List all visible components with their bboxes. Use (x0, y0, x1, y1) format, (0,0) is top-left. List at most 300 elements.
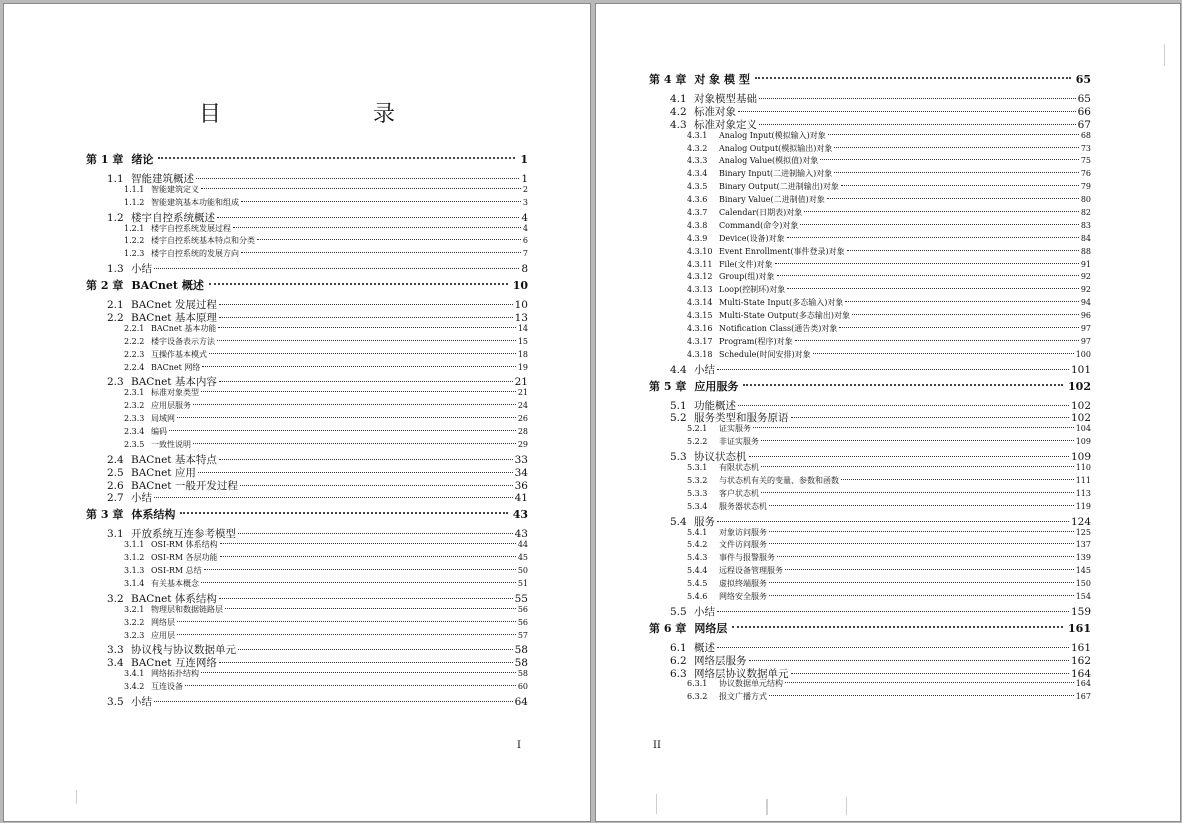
toc-entry-title: 功能概述 (694, 399, 736, 412)
scan-mark (76, 790, 77, 804)
dot-leader (841, 479, 1074, 480)
toc-entry-title: Program(程序)对象 (719, 336, 793, 346)
dot-leader (717, 369, 1069, 370)
toc-sub-entry (649, 323, 1091, 336)
toc-sub-entry (86, 668, 528, 681)
toc-entry-page: 91 (1080, 259, 1091, 269)
dot-leader (813, 353, 1074, 354)
toc-entry-title: 小结 (131, 263, 152, 276)
dot-leader (218, 327, 515, 328)
right-page (595, 3, 1181, 822)
toc-entry-page: 97 (1080, 336, 1091, 346)
page-number-right: II (653, 740, 661, 751)
toc-entry-page: 43 (512, 508, 528, 522)
toc-entry-title: BACnet 网络 (151, 362, 201, 372)
toc-entry-page: 113 (1075, 488, 1091, 498)
toc-entry-title: Command(命令)对象 (719, 220, 799, 230)
toc-sub-entry (649, 527, 1091, 540)
dot-leader (845, 301, 1078, 302)
toc-entry-number: 3.2.1 (124, 604, 145, 614)
toc-entry-page: 164 (1070, 667, 1091, 680)
toc-sub-entry (649, 691, 1091, 704)
dot-leader (219, 598, 513, 599)
dot-leader (841, 185, 1079, 186)
toc-entry-number: 4.3.16 (687, 324, 713, 334)
toc-entry-title: 协议栈与协议数据单元 (131, 644, 236, 657)
toc-section-entry (649, 91, 1091, 104)
toc-entry-page: 26 (517, 414, 528, 424)
dot-leader (220, 543, 516, 544)
toc-entry-number: 4.3.17 (687, 336, 713, 346)
dot-leader (791, 417, 1069, 418)
dot-leader (732, 626, 1063, 628)
toc-entry-page: 3 (522, 197, 528, 207)
toc-entry-page: 65 (1077, 93, 1091, 105)
dot-leader (761, 440, 1074, 441)
toc-entry-title: 有关基本概念 (151, 578, 199, 588)
dot-leader (201, 582, 516, 583)
toc-entry-page: 64 (514, 695, 528, 708)
toc-sub-entry (649, 181, 1091, 194)
toc-sub-entry (86, 630, 528, 643)
toc-section-entry (649, 104, 1091, 117)
toc-entry-title: Analog Input(模拟输入)对象 (719, 130, 826, 140)
left-page (3, 3, 591, 822)
toc-entry-title: 楼宇自控系统的发展方向 (151, 249, 239, 259)
toc-entry-page: 139 (1075, 553, 1091, 563)
toc-title: 目 录 (198, 102, 431, 127)
dot-leader (743, 384, 1063, 386)
toc-entry-title: 标准对象定义 (694, 118, 757, 131)
toc-entry-page: 36 (514, 479, 528, 492)
toc-sub-entry (86, 617, 528, 630)
toc-entry-number: 1.2 (107, 211, 124, 224)
dot-leader (717, 521, 1069, 522)
toc-entry-title: 智能建筑概述 (131, 173, 194, 185)
toc-section-entry (86, 261, 528, 274)
toc-section-entry (86, 310, 528, 323)
toc-section-entry (86, 210, 528, 223)
toc-entry-page: 58 (517, 669, 528, 679)
toc-sub-entry (86, 681, 528, 694)
toc-entry-title: 客户状态机 (719, 488, 759, 498)
dot-leader (761, 492, 1074, 493)
toc-entry-title: BACnet 发展过程 (131, 299, 217, 312)
toc-entry-number: 3.3 (107, 644, 124, 657)
toc-entry-title: BACnet 基本功能 (151, 323, 217, 333)
toc-entry-page: 43 (514, 528, 528, 541)
toc-entry-page: 15 (517, 336, 528, 346)
toc-sub-entry (649, 336, 1091, 349)
toc-entry-page: 51 (517, 578, 528, 588)
toc-entry-page: 66 (1077, 105, 1091, 118)
dot-leader (769, 595, 1074, 596)
toc-entry-number: 2.3 (107, 376, 124, 389)
toc-section-entry (649, 604, 1091, 617)
toc-entry-title: 物理层和数据链路层 (151, 604, 223, 614)
toc-entry-title: 标准对象类型 (151, 388, 199, 398)
dot-leader (219, 304, 513, 305)
toc-chapter-entry (649, 620, 1091, 636)
toc-entry-number: 5.2.1 (687, 424, 708, 434)
toc-entry-title: 一致性说明 (151, 439, 191, 449)
toc-entry-number: 1.1.1 (124, 184, 145, 194)
toc-entry-title: 智能建筑基本功能和组成 (151, 197, 239, 207)
toc-entry-number: 3.2.2 (124, 617, 145, 627)
toc-entry-page: 65 (1075, 73, 1091, 86)
toc-entry-page: 96 (1080, 311, 1091, 321)
dot-leader (717, 647, 1069, 648)
toc-entry-page: 159 (1070, 605, 1091, 618)
toc-entry-page: 102 (1070, 399, 1091, 412)
toc-entry-number: 5.2 (670, 412, 687, 425)
dot-leader (219, 381, 513, 382)
toc-sub-entry (649, 207, 1091, 220)
toc-entry-page: 161 (1068, 621, 1091, 635)
toc-sub-entry (649, 271, 1091, 284)
toc-entry-number: 4.3.6 (687, 195, 708, 205)
toc-entry-number: 2.7 (107, 492, 124, 505)
dot-leader (755, 77, 1071, 79)
toc-entry-title: 文件访问服务 (719, 540, 767, 550)
toc-chapter-entry (86, 277, 528, 293)
toc-entry-number: 4.3.10 (687, 246, 713, 256)
toc-entry-page: 41 (514, 492, 528, 505)
dot-leader (225, 608, 516, 609)
toc-entry-number: 第 5 章 (649, 379, 687, 393)
toc-entry-number: 5.4.4 (687, 566, 708, 576)
dot-leader (852, 314, 1079, 315)
toc-entry-page: 100 (1075, 349, 1091, 359)
toc-sub-entry (86, 604, 528, 617)
toc-entry-number: 3.2 (107, 592, 124, 605)
toc-entry-number: 3.2.3 (124, 630, 145, 640)
toc-entry-number: 5.2.2 (687, 437, 708, 447)
toc-section-entry (86, 171, 528, 184)
toc-left-list (86, 148, 528, 707)
dot-leader (827, 198, 1079, 199)
toc-entry-title: 远程设备管理服务 (719, 566, 783, 576)
toc-chapter-entry (86, 151, 528, 167)
toc-entry-page: 34 (514, 466, 528, 479)
toc-entry-number: 5.4 (670, 515, 687, 528)
toc-entry-number: 4.4 (670, 363, 687, 376)
toc-entry-page: 67 (1077, 118, 1091, 131)
toc-entry-page: 1 (520, 153, 528, 166)
dot-leader (219, 459, 513, 460)
scan-mark (846, 797, 847, 815)
toc-entry-page: 109 (1075, 437, 1091, 447)
toc-entry-number: 4.1 (670, 93, 687, 105)
toc-entry-page: 84 (1080, 233, 1091, 243)
dot-leader (759, 98, 1076, 99)
toc-entry-number: 4.3.2 (687, 143, 708, 153)
dot-leader (217, 340, 516, 341)
toc-entry-title: 证实服务 (719, 424, 751, 434)
toc-sub-entry (649, 578, 1091, 591)
toc-entry-number: 2.3.3 (124, 414, 145, 424)
toc-section-entry (86, 452, 528, 465)
toc-chapter-entry (649, 71, 1091, 87)
toc-section-entry (649, 666, 1091, 679)
dot-leader (180, 512, 507, 514)
toc-entry-number: 2.4 (107, 453, 124, 466)
toc-entry-title: 对象模型基础 (694, 93, 757, 105)
toc-entry-number: 2.2 (107, 312, 124, 325)
toc-sub-entry (649, 155, 1091, 168)
toc-sub-entry (649, 591, 1091, 604)
dot-leader (800, 224, 1078, 225)
dot-leader (761, 466, 1074, 467)
toc-entry-page: 57 (517, 630, 528, 640)
toc-entry-title: Calendar(日期表)对象 (719, 208, 803, 218)
toc-entry-number: 5.5 (670, 605, 687, 618)
toc-sub-entry (86, 413, 528, 426)
toc-entry-title: 智能建筑定义 (151, 184, 199, 194)
toc-entry-title: Device(设备)对象 (719, 233, 785, 243)
toc-entry-page: 111 (1075, 475, 1091, 485)
toc-sub-entry (649, 475, 1091, 488)
toc-entry-title: 应用服务 (694, 379, 739, 393)
toc-entry-title: 报文广播方式 (719, 692, 767, 702)
toc-sub-entry (86, 565, 528, 578)
toc-entry-page: 45 (517, 553, 528, 563)
toc-entry-page: 58 (514, 644, 528, 657)
scan-mark (1164, 44, 1165, 66)
toc-entry-page: 102 (1070, 412, 1091, 425)
toc-entry-page: 80 (1080, 195, 1091, 205)
toc-entry-title: Binary Input(二进制输入)对象 (719, 169, 833, 179)
toc-entry-title: 网络安全服务 (719, 591, 767, 601)
toc-entry-title: Binary Output(二进制输出)对象 (719, 182, 839, 192)
toc-section-entry (86, 591, 528, 604)
dot-leader (154, 497, 513, 498)
toc-sub-entry (86, 349, 528, 362)
dot-leader (769, 695, 1074, 696)
toc-sub-entry (86, 539, 528, 552)
toc-sub-entry (649, 462, 1091, 475)
toc-sub-entry (649, 349, 1091, 362)
toc-entry-title: 网络拓扑结构 (151, 669, 199, 679)
toc-entry-number: 1.1 (107, 173, 124, 185)
toc-entry-page: 10 (512, 279, 528, 293)
toc-entry-title: OSI-RM 总结 (151, 566, 202, 576)
toc-sub-entry (86, 197, 528, 210)
toc-sub-entry (86, 387, 528, 400)
dot-leader (241, 201, 521, 202)
toc-entry-page: 56 (517, 617, 528, 627)
toc-entry-page: 68 (1080, 130, 1091, 140)
toc-entry-page: 13 (514, 312, 528, 325)
toc-entry-title: 有限状态机 (719, 463, 759, 473)
toc-chapter-entry (86, 506, 528, 522)
dot-leader (220, 556, 516, 557)
toc-entry-page: 8 (521, 263, 528, 276)
toc-entry-page: 4 (521, 211, 528, 224)
toc-section-entry (649, 449, 1091, 462)
toc-entry-number: 4.3.15 (687, 311, 713, 321)
toc-sub-entry (86, 184, 528, 197)
toc-entry-page: 83 (1080, 220, 1091, 230)
toc-sub-entry (649, 143, 1091, 156)
toc-entry-number: 4.3.8 (687, 220, 708, 230)
toc-entry-page: 10 (514, 299, 528, 312)
toc-entry-page: 94 (1080, 298, 1091, 308)
toc-entry-title: 小结 (131, 492, 152, 505)
toc-entry-number: 5.3.1 (687, 463, 708, 473)
dot-leader (217, 217, 519, 218)
toc-entry-page: 102 (1068, 379, 1091, 393)
dot-leader (828, 134, 1079, 135)
dot-leader (204, 569, 516, 570)
toc-entry-number: 3.4.1 (124, 669, 145, 679)
toc-entry-number: 3.1.1 (124, 540, 145, 550)
toc-entry-number: 6.3 (670, 667, 687, 680)
toc-entry-number: 5.4.1 (687, 527, 708, 537)
toc-entry-title: Event Enrollment(事件登录)对象 (719, 246, 845, 256)
toc-entry-title: 网络层 (694, 621, 728, 635)
dot-leader (202, 366, 515, 367)
toc-section-entry (649, 640, 1091, 653)
toc-entry-page: 29 (517, 439, 528, 449)
toc-entry-number: 5.3 (670, 451, 687, 464)
toc-entry-page: 7 (522, 249, 528, 259)
toc-sub-entry (86, 223, 528, 236)
dot-leader (154, 268, 519, 269)
scan-mark (766, 799, 768, 815)
toc-entry-number: 2.2.2 (124, 336, 145, 346)
toc-entry-title: 对 象 模 型 (694, 73, 750, 86)
toc-entry-number: 2.3.2 (124, 401, 145, 411)
toc-section-entry (86, 642, 528, 655)
toc-entry-page: 21 (514, 376, 528, 389)
toc-sub-entry (86, 248, 528, 261)
toc-entry-number: 2.5 (107, 466, 124, 479)
toc-entry-page: 28 (517, 427, 528, 437)
toc-entry-page: 56 (517, 604, 528, 614)
toc-entry-title: Multi-State Output(多态输出)对象 (719, 311, 850, 321)
toc-entry-title: 应用层服务 (151, 401, 191, 411)
toc-sub-entry (86, 336, 528, 349)
toc-entry-page: 21 (517, 388, 528, 398)
dot-leader (847, 250, 1079, 251)
toc-entry-title: 楼宇自控系统概述 (131, 211, 215, 224)
dot-leader (201, 188, 521, 189)
toc-section-entry (649, 410, 1091, 423)
toc-entry-page: 19 (517, 362, 528, 372)
toc-entry-title: 标准对象 (694, 105, 736, 118)
dot-leader (233, 227, 521, 228)
toc-entry-number: 1.2.1 (124, 223, 145, 233)
toc-entry-page: 161 (1070, 641, 1091, 654)
toc-sub-entry (649, 423, 1091, 436)
toc-entry-title: Binary Value(二进制值)对象 (719, 195, 825, 205)
toc-entry-number: 4.3.14 (687, 298, 713, 308)
dot-leader (787, 237, 1079, 238)
dot-leader (769, 543, 1074, 544)
toc-section-entry (86, 465, 528, 478)
toc-entry-title: File(文件)对象 (719, 259, 773, 269)
toc-entry-page: 124 (1070, 515, 1091, 528)
toc-entry-title: 编码 (151, 427, 167, 437)
toc-entry-number: 2.2.4 (124, 362, 145, 372)
toc-sub-entry (649, 220, 1091, 233)
toc-entry-page: 14 (517, 323, 528, 333)
toc-entry-title: BACnet 基本原理 (131, 312, 217, 325)
toc-entry-page: 18 (517, 349, 528, 359)
dot-leader (209, 353, 516, 354)
toc-entry-title: 网络层协议数据单元 (694, 667, 789, 680)
dot-leader (759, 124, 1076, 125)
toc-sub-entry (649, 501, 1091, 514)
toc-entry-page: 162 (1070, 654, 1091, 667)
toc-entry-title: Schedule(时间安排)对象 (719, 349, 811, 359)
toc-entry-title: OSI-RM 体系结构 (151, 540, 218, 550)
toc-sub-entry (86, 323, 528, 336)
toc-entry-title: 协议数据单元结构 (719, 679, 783, 689)
dot-leader (775, 263, 1079, 264)
dot-leader (219, 662, 513, 663)
dot-leader (785, 682, 1074, 683)
toc-entry-title: 体系结构 (131, 508, 176, 522)
toc-section-entry (649, 117, 1091, 130)
toc-entry-number: 5.3.4 (687, 501, 708, 511)
toc-entry-number: 2.2.3 (124, 349, 145, 359)
toc-entry-title: 服务器状态机 (719, 501, 767, 511)
toc-sub-entry (649, 259, 1091, 272)
toc-sub-entry (649, 678, 1091, 691)
dot-leader (193, 404, 516, 405)
toc-entry-number: 4.3.13 (687, 285, 713, 295)
toc-entry-page: 60 (517, 682, 528, 692)
dot-leader (219, 317, 513, 318)
toc-entry-number: 3.1.3 (124, 566, 145, 576)
dot-leader (185, 685, 516, 686)
toc-entry-page: 75 (1080, 156, 1091, 166)
dot-leader (717, 611, 1069, 612)
toc-sub-entry (86, 235, 528, 248)
toc-entry-page: 164 (1075, 679, 1091, 689)
dot-leader (834, 147, 1078, 148)
toc-entry-title: BACnet 应用 (131, 466, 196, 479)
dot-leader (241, 252, 521, 253)
toc-entry-title: 开放系统互连参考模型 (131, 528, 236, 541)
dot-leader (193, 443, 516, 444)
toc-sub-entry (649, 436, 1091, 449)
toc-entry-page: 154 (1075, 591, 1091, 601)
toc-entry-page: 58 (514, 657, 528, 670)
dot-leader (209, 283, 508, 285)
toc-entry-page: 145 (1075, 566, 1091, 576)
toc-entry-title: 楼宇自控系统基本特点和分类 (151, 236, 255, 246)
toc-entry-title: 小结 (694, 363, 715, 376)
toc-sub-entry (649, 194, 1091, 207)
toc-entry-title: BACnet 概述 (131, 279, 204, 293)
toc-entry-title: 协议状态机 (694, 451, 747, 464)
toc-entry-number: 2.1 (107, 299, 124, 312)
toc-sub-entry (86, 426, 528, 439)
toc-entry-title: 概述 (694, 641, 715, 654)
toc-entry-title: Group(组)对象 (719, 272, 775, 282)
toc-sub-entry (649, 168, 1091, 181)
toc-entry-number: 3.1.2 (124, 553, 145, 563)
toc-entry-page: 33 (514, 453, 528, 466)
toc-entry-title: 网络层 (151, 617, 175, 627)
toc-entry-title: 虚拟终端服务 (719, 579, 767, 589)
toc-entry-number: 1.3 (107, 263, 124, 276)
toc-entry-title: BACnet 体系结构 (131, 592, 217, 605)
dot-leader (769, 505, 1074, 506)
